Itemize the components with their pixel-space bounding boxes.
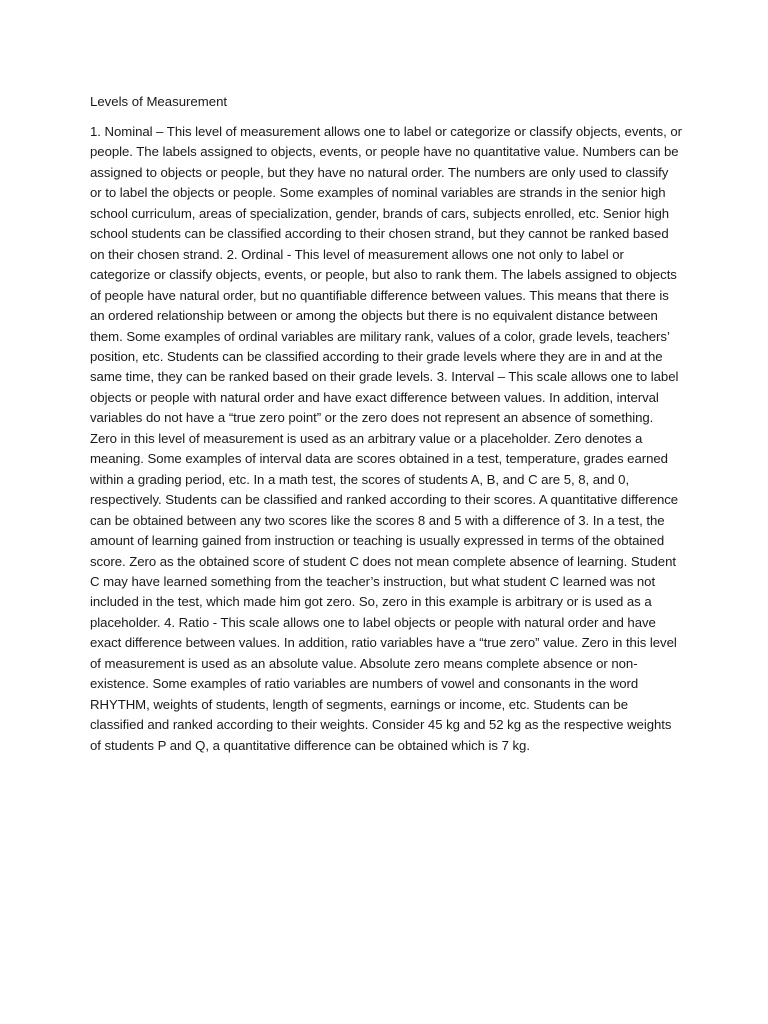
document-paragraph: 1. Nominal – This level of measurement allows one to label or categorize or classify objects, events, or people. The labels assigned to objects, events, or people have no quantitative value. Numbers can be assigned to objects or people, but they have no natural order. The numbers are only used to classify or to label the objects or people. Some examples of nominal variables are strands in the senior high school curriculum, areas of specialization, gender, brands of cars, subjects enrolled, etc. Senior high school students can be classified according to their chosen strand, but they cannot be ranked based on their chosen strand. 2. Ordinal - This level of measurement allows one not only to label or categorize or classify objects, events, or people, but also to rank them. The labels assigned to objects of people have natural order, but no quantifiable difference between values. This means that there is an ordered relationship between or among the objects but there is no equivalent distance between them. Some examples of ordinal variables are military rank, values of a color, grade levels, teachers’ position, etc. Students can be classified according to their grade levels where they are in and at the same time, they can be ranked based on their grade levels. 3. Interval – This scale allows one to label objects or people with natural order and have exact difference between values. In addition, interval variables do not have a “true zero point” or the zero does not represent an absence of something. Zero in this level of measurement is used as an arbitrary value or a placeholder. Zero denotes a meaning. Some examples of interval data are scores obtained in a test, temperature, grades earned within a grading period, etc. In a math test, the scores of students A, B, and C are 5, 8, and 0, respectively. Students can be classified and ranked according to their scores. A quantitative difference can be obtained between any two scores like the scores 8 and 5 with a difference of 3. In a test, the amount of learning gained from instruction or teaching is usually expressed in terms of the obtained score. Zero as the obtained score of student C does not mean complete absence of learning. Student C may have learned something from the teacher’s instruction, but what student C learned was not included in the test, which made him got zero. So, zero in this example is arbitrary or is used as a placeholder. 4. Ratio - This scale allows one to label objects or people with natural order and have exact difference between values. In addition, ratio variables have a “true zero” value. Zero in this level of measurement is used as an absolute value. Absolute zero means complete absence or non-existence. Some examples of ratio variables are numbers of vowel and consonants in the word RHYTHM, weights of students, length of segments, earnings or income, etc. Students can be classified and ranked according to their weights. Consider 45 kg and 52 kg as the respective weights of students P and Q, a quantitative difference can be obtained which is 7 kg.	[90, 124, 682, 753]
document-content	[90, 92, 682, 756]
document-title: Levels of Measurement	[90, 94, 228, 109]
